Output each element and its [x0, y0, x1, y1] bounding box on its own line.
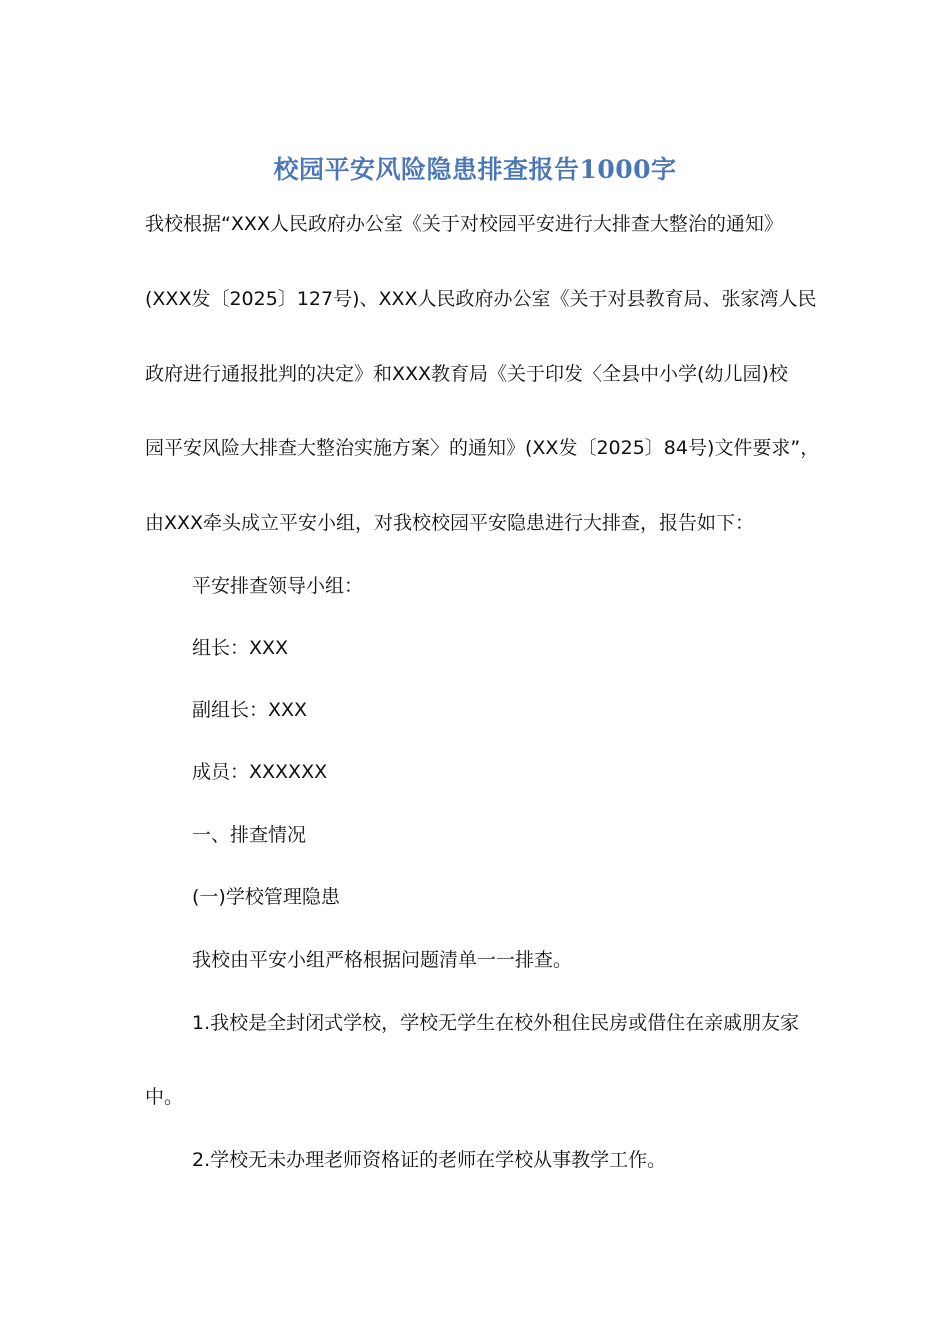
paragraph-line: 我校根据“XXX人民政府办公室《关于对校园平安进行大排查大整治的通知》 — [145, 213, 783, 235]
document-title: 校园平安风险隐患排查报告1000字 — [273, 155, 677, 184]
paragraph-line: 我校由平安小组严格根据问题清单一一排查。 — [192, 949, 573, 971]
list-item: 2.学校无未办理老师资格证的老师在学校从事教学工作。 — [192, 1149, 667, 1171]
leadership-group-heading: 平安排查领导小组： — [192, 575, 364, 597]
paragraph-line: 由XXX牵头成立平安小组，对我校校园平安隐患进行大排查，报告如下： — [145, 512, 755, 534]
paragraph-line: 园平安风险大排查大整治实施方案〉的通知》(XX发〔2025〕84号)文件要求”， — [145, 437, 820, 459]
section-heading: 一、排查情况 — [192, 824, 307, 846]
deputy-leader-line: 副组长：XXX — [192, 699, 308, 721]
subsection-heading: (一)学校管理隐患 — [192, 886, 340, 908]
list-item: 1.我校是全封闭式学校，学校无学生在校外租住民房或借住在亲戚朋友家 — [192, 1012, 800, 1034]
group-leader-line: 组长：XXX — [192, 637, 289, 659]
members-line: 成员：XXXXXX — [192, 761, 328, 783]
list-item-continuation: 中。 — [145, 1086, 184, 1108]
paragraph-line: 政府进行通报批判的决定》和XXX教育局《关于印发〈全县中小学(幼儿园)校 — [145, 363, 788, 385]
paragraph-line: (XXX发〔2025〕127号)、XXX人民政府办公室《关于对县教育局、张家湾人民 — [145, 288, 817, 310]
